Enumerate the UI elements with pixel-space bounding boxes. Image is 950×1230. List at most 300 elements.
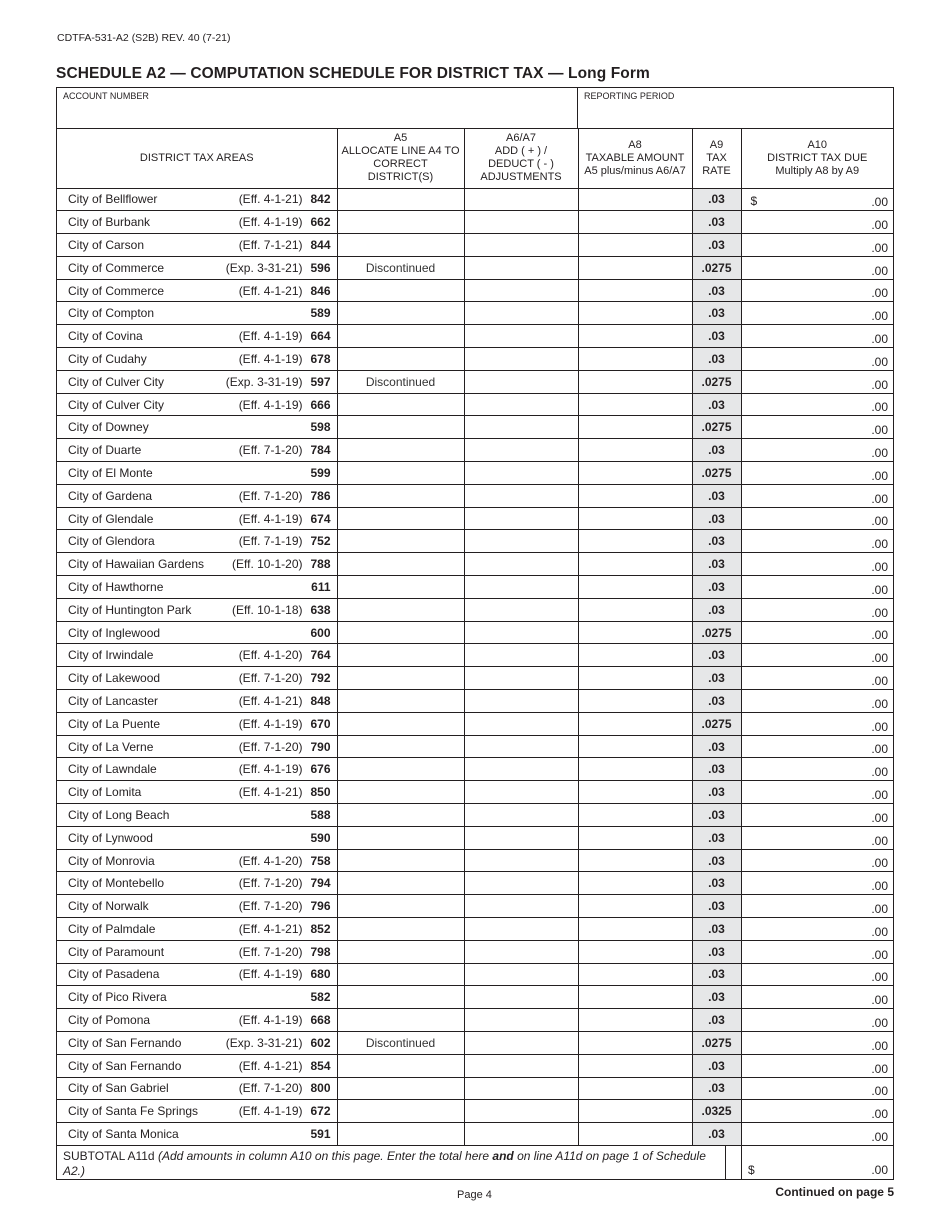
effective-date: (Eff. 7-1-20) [238,488,303,503]
district-name: City of Lakewood [68,671,161,686]
effective-date: (Eff. 7-1-20) [238,899,303,914]
a10-district-tax-due-input[interactable] [741,598,893,621]
district-code: 846 [310,283,331,298]
a6a7-adjustments-input[interactable] [464,826,578,849]
a5-allocate-input[interactable] [337,1009,464,1032]
page-title: SCHEDULE A2 — COMPUTATION SCHEDULE FOR DISTRICT TAX — Long Form [56,65,650,82]
table-row [57,667,893,690]
a8-taxable-amount-input[interactable] [578,576,692,599]
cents-suffix: .00 [871,1038,888,1053]
a8-taxable-amount-input[interactable] [578,1009,692,1032]
district-area-cell [57,211,337,234]
a6a7-adjustments-input[interactable] [464,1009,578,1032]
cents-suffix: .00 [871,309,888,324]
table-body [57,188,893,1145]
a9-tax-rate: .0275 [692,712,741,735]
a9-tax-rate: .03 [692,1054,741,1077]
district-area-cell [57,849,337,872]
a5-allocate-input[interactable] [337,940,464,963]
a5-allocate-input[interactable] [337,712,464,735]
a6a7-adjustments-input[interactable] [464,234,578,257]
a10-district-tax-due-input[interactable] [741,507,893,530]
cents-suffix: .00 [871,377,888,392]
district-name: City of Lancaster [68,693,159,708]
a6a7-adjustments-input[interactable] [464,462,578,485]
a10-district-tax-due-input[interactable] [741,279,893,302]
a10-district-tax-due-input[interactable] [741,416,893,439]
a5-allocate-input[interactable] [337,302,464,325]
a6a7-adjustments-input[interactable] [464,872,578,895]
a6a7-adjustments-input[interactable] [464,1031,578,1054]
a10-district-tax-due-input[interactable] [741,667,893,690]
a10-district-tax-due-input[interactable] [741,439,893,462]
a8-taxable-amount-input[interactable] [578,211,692,234]
a8-taxable-amount-input[interactable] [578,918,692,941]
a5-allocate-input[interactable] [337,735,464,758]
effective-date: (Eff. 4-1-19) [238,351,303,366]
a5-allocate-input[interactable] [337,804,464,827]
a5-allocate-input[interactable] [337,553,464,576]
district-code: 758 [310,853,331,868]
district-name: City of Huntington Park [68,602,192,617]
district-area-cell [57,667,337,690]
header-district-tax-areas: DISTRICT TAX AREAS [57,129,337,188]
a6a7-adjustments-input[interactable] [464,598,578,621]
district-area-cell [57,416,337,439]
cents-suffix: .00 [871,446,888,461]
a5-allocate-input[interactable] [337,507,464,530]
cents-suffix: .00 [871,468,888,483]
a6a7-adjustments-input[interactable] [464,895,578,918]
a9-tax-rate: .03 [692,986,741,1009]
effective-date: (Eff. 4-1-20) [238,853,303,868]
reporting-period-field[interactable] [578,88,893,128]
a8-taxable-amount-input[interactable] [578,188,692,211]
a5-allocate-input[interactable] [337,644,464,667]
effective-date: (Exp. 3-31-21) [225,260,303,275]
reporting-period-label: REPORTING PERIOD [584,91,675,101]
a6a7-adjustments-input[interactable] [464,553,578,576]
table-row [57,234,893,257]
a10-district-tax-due-input[interactable] [741,325,893,348]
table-row [57,279,893,302]
a10-district-tax-due-input[interactable] [741,804,893,827]
a8-taxable-amount-input[interactable] [578,279,692,302]
a5-allocate-input[interactable] [337,1031,464,1054]
a6a7-adjustments-input[interactable] [464,963,578,986]
a10-district-tax-due-input[interactable] [741,1009,893,1032]
district-area-cell [57,804,337,827]
cents-suffix: .00 [871,1129,888,1144]
a10-district-tax-due-input[interactable] [741,462,893,485]
a10-district-tax-due-input[interactable] [741,393,893,416]
a8-taxable-amount-input[interactable] [578,781,692,804]
a5-allocate-input[interactable] [337,325,464,348]
a5-allocate-input[interactable] [337,621,464,644]
a10-district-tax-due-input[interactable] [741,553,893,576]
a6a7-adjustments-input[interactable] [464,986,578,1009]
a10-district-tax-due-input[interactable] [741,712,893,735]
a10-district-tax-due-input[interactable] [741,644,893,667]
a10-district-tax-due-input[interactable] [741,1054,893,1077]
a8-taxable-amount-input[interactable] [578,530,692,553]
a5-allocate-input[interactable] [337,234,464,257]
a10-district-tax-due-input[interactable] [741,826,893,849]
district-name: City of Irwindale [68,648,154,663]
cents-suffix: .00 [871,195,888,210]
district-code: 848 [310,693,331,708]
a5-allocate-input[interactable] [337,348,464,371]
a6a7-adjustments-input[interactable] [464,188,578,211]
district-name: City of Pico Rivera [68,990,167,1005]
district-code: 800 [310,1081,331,1096]
effective-date: (Eff. 7-1-20) [238,876,303,891]
district-name: City of Long Beach [68,807,170,822]
a6a7-adjustments-input[interactable] [464,393,578,416]
a8-taxable-amount-input[interactable] [578,895,692,918]
district-area-cell [57,279,337,302]
a8-taxable-amount-input[interactable] [578,735,692,758]
a8-taxable-amount-input[interactable] [578,598,692,621]
a8-taxable-amount-input[interactable] [578,462,692,485]
a9-tax-rate: .03 [692,895,741,918]
a5-allocate-input[interactable] [337,918,464,941]
a10-district-tax-due-input[interactable] [741,735,893,758]
a8-taxable-amount-input[interactable] [578,507,692,530]
district-code: 792 [310,671,331,686]
table-row [57,895,893,918]
district-code: 798 [310,944,331,959]
district-area-cell [57,370,337,393]
a8-taxable-amount-input[interactable] [578,963,692,986]
district-name: City of Pasadena [68,967,160,982]
a9-tax-rate: .03 [692,507,741,530]
a10-district-tax-due-input[interactable] [741,1077,893,1100]
a9-tax-rate: .03 [692,576,741,599]
cents-suffix: .00 [871,788,888,803]
a5-allocate-input[interactable] [337,279,464,302]
a9-tax-rate: .03 [692,918,741,941]
a10-district-tax-due-input[interactable] [741,188,893,211]
a10-district-tax-due-input[interactable] [741,576,893,599]
a6a7-adjustments-input[interactable] [464,667,578,690]
a5-allocate-input[interactable] [337,576,464,599]
continued-note: Continued on page 5 [775,1185,894,1199]
a8-taxable-amount-input[interactable] [578,1054,692,1077]
account-number-field[interactable] [57,88,578,128]
cents-suffix: .00 [871,742,888,757]
a8-taxable-amount-input[interactable] [578,667,692,690]
a9-tax-rate: .0275 [692,416,741,439]
effective-date: (Exp. 3-31-21) [225,1035,303,1050]
a10-district-tax-due-input[interactable] [741,621,893,644]
table-row [57,576,893,599]
account-number-label: ACCOUNT NUMBER [63,91,149,101]
cents-suffix: .00 [871,970,888,985]
effective-date: (Eff. 4-1-20) [238,648,303,663]
a6a7-adjustments-input[interactable] [464,1123,578,1146]
a6a7-adjustments-input[interactable] [464,758,578,781]
a10-district-tax-due-input[interactable] [741,918,893,941]
a10-district-tax-due-input[interactable] [741,1031,893,1054]
subtotal-a11d-input[interactable] [742,1146,893,1179]
header-a9: A9 TAX RATE [692,129,741,188]
a8-taxable-amount-input[interactable] [578,1031,692,1054]
district-name: City of Burbank [68,215,151,230]
a5-allocate-input[interactable] [337,439,464,462]
district-name: City of La Puente [68,716,161,731]
a9-tax-rate: .03 [692,234,741,257]
a6a7-adjustments-input[interactable] [464,735,578,758]
a10-district-tax-due-input[interactable] [741,1100,893,1123]
a5-allocate-input[interactable] [337,370,464,393]
a9-tax-rate: .03 [692,1123,741,1146]
dollar-sign: $ [748,1162,755,1177]
a10-district-tax-due-input[interactable] [741,370,893,393]
a8-taxable-amount-input[interactable] [578,416,692,439]
cents-suffix: .00 [871,696,888,711]
district-code: 850 [310,785,331,800]
table-row [57,439,893,462]
a5-allocate-input[interactable] [337,895,464,918]
district-name: City of Duarte [68,443,142,458]
district-area-cell [57,1054,337,1077]
a6a7-adjustments-input[interactable] [464,256,578,279]
a8-taxable-amount-input[interactable] [578,712,692,735]
a10-district-tax-due-input[interactable] [741,895,893,918]
cents-suffix: .00 [871,902,888,916]
a5-status: Discontinued [365,260,436,275]
a8-taxable-amount-input[interactable] [578,348,692,371]
district-code: 600 [310,625,331,640]
a6a7-adjustments-input[interactable] [464,804,578,827]
table-row [57,690,893,713]
a6a7-adjustments-input[interactable] [464,918,578,941]
a6a7-adjustments-input[interactable] [464,370,578,393]
a8-taxable-amount-input[interactable] [578,256,692,279]
a9-tax-rate: .0275 [692,621,741,644]
cents-suffix: .00 [871,1061,888,1076]
a10-district-tax-due-input[interactable] [741,872,893,895]
a6a7-adjustments-input[interactable] [464,1054,578,1077]
a6a7-adjustments-input[interactable] [464,507,578,530]
district-area-cell [57,1077,337,1100]
a10-district-tax-due-input[interactable] [741,986,893,1009]
a5-allocate-input[interactable] [337,667,464,690]
effective-date: (Eff. 7-1-20) [238,1081,303,1096]
table-row [57,370,893,393]
a6a7-adjustments-input[interactable] [464,712,578,735]
a5-allocate-input[interactable] [337,530,464,553]
a6a7-adjustments-input[interactable] [464,940,578,963]
cents-suffix: .00 [871,765,888,780]
table-row [57,781,893,804]
table-row [57,918,893,941]
a10-district-tax-due-input[interactable] [741,484,893,507]
a5-allocate-input[interactable] [337,462,464,485]
a10-district-tax-due-input[interactable] [741,1123,893,1146]
district-name: City of Bellflower [68,192,158,207]
a8-taxable-amount-input[interactable] [578,553,692,576]
district-area-cell [57,918,337,941]
a10-district-tax-due-input[interactable] [741,256,893,279]
effective-date: (Eff. 4-1-19) [238,716,303,731]
district-name: City of Palmdale [68,921,156,936]
a5-allocate-input[interactable] [337,416,464,439]
a6a7-adjustments-input[interactable] [464,416,578,439]
a10-district-tax-due-input[interactable] [741,211,893,234]
table-row [57,598,893,621]
cents-suffix: .00 [871,1107,888,1122]
a5-status: Discontinued [365,1035,436,1050]
a8-taxable-amount-input[interactable] [578,302,692,325]
district-area-cell [57,1009,337,1032]
table-row [57,462,893,485]
cents-suffix: .00 [871,833,888,848]
district-area-cell [57,256,337,279]
district-name: City of Pomona [68,1013,151,1028]
district-name: City of Glendale [68,511,154,526]
a5-allocate-input[interactable] [337,484,464,507]
a5-allocate-input[interactable] [337,781,464,804]
effective-date: (Eff. 4-1-19) [238,329,303,344]
a5-allocate-input[interactable] [337,1077,464,1100]
district-name: City of Montebello [68,876,165,891]
a6a7-adjustments-input[interactable] [464,1077,578,1100]
district-area-cell [57,712,337,735]
a5-allocate-input[interactable] [337,1054,464,1077]
a8-taxable-amount-input[interactable] [578,872,692,895]
table-header-row [57,129,893,188]
district-name: City of Commerce [68,283,165,298]
table-row [57,963,893,986]
a10-district-tax-due-input[interactable] [741,530,893,553]
a6a7-adjustments-input[interactable] [464,484,578,507]
district-code: 662 [310,215,331,230]
district-name: City of Hawaiian Gardens [68,557,205,572]
a8-taxable-amount-input[interactable] [578,940,692,963]
a10-district-tax-due-input[interactable] [741,348,893,371]
a10-district-tax-due-input[interactable] [741,849,893,872]
a8-taxable-amount-input[interactable] [578,826,692,849]
a6a7-adjustments-input[interactable] [464,781,578,804]
a8-taxable-amount-input[interactable] [578,1077,692,1100]
a6a7-adjustments-input[interactable] [464,302,578,325]
a8-taxable-amount-input[interactable] [578,804,692,827]
a9-tax-rate: .03 [692,849,741,872]
a6a7-adjustments-input[interactable] [464,849,578,872]
a8-taxable-amount-input[interactable] [578,393,692,416]
district-area-cell [57,1100,337,1123]
a5-allocate-input[interactable] [337,211,464,234]
a8-taxable-amount-input[interactable] [578,986,692,1009]
a5-allocate-input[interactable] [337,1123,464,1146]
a5-allocate-input[interactable] [337,872,464,895]
a6a7-adjustments-input[interactable] [464,530,578,553]
a8-taxable-amount-input[interactable] [578,621,692,644]
cents-suffix: .00 [871,263,888,278]
a10-district-tax-due-input[interactable] [741,302,893,325]
a8-taxable-amount-input[interactable] [578,370,692,393]
district-code: 582 [310,990,331,1005]
a5-allocate-input[interactable] [337,188,464,211]
a10-district-tax-due-input[interactable] [741,781,893,804]
a8-taxable-amount-input[interactable] [578,1100,692,1123]
a8-taxable-amount-input[interactable] [578,690,692,713]
a10-district-tax-due-input[interactable] [741,940,893,963]
a9-tax-rate: .03 [692,667,741,690]
a5-allocate-input[interactable] [337,1100,464,1123]
a8-taxable-amount-input[interactable] [578,484,692,507]
a5-allocate-input[interactable] [337,986,464,1009]
district-code: 588 [310,807,331,822]
a8-taxable-amount-input[interactable] [578,849,692,872]
a8-taxable-amount-input[interactable] [578,439,692,462]
a9-tax-rate: .03 [692,644,741,667]
effective-date: (Eff. 10-1-18) [232,602,303,617]
cents-suffix: .00 [871,491,888,506]
a5-allocate-input[interactable] [337,393,464,416]
a10-district-tax-due-input[interactable] [741,963,893,986]
a6a7-adjustments-input[interactable] [464,621,578,644]
form-id: CDTFA-531-A2 (S2B) REV. 40 (7-21) [57,32,231,44]
a6a7-adjustments-input[interactable] [464,690,578,713]
a6a7-adjustments-input[interactable] [464,279,578,302]
table-row [57,712,893,735]
effective-date: (Eff. 4-1-19) [238,1104,303,1119]
a10-district-tax-due-input[interactable] [741,690,893,713]
a5-allocate-input[interactable] [337,963,464,986]
district-area-cell [57,895,337,918]
a5-allocate-input[interactable] [337,826,464,849]
a9-tax-rate: .03 [692,211,741,234]
table-row [57,553,893,576]
table-row [57,1077,893,1100]
district-name: City of Santa Fe Springs [68,1104,199,1119]
a6a7-adjustments-input[interactable] [464,576,578,599]
effective-date: (Eff. 4-1-19) [238,967,303,982]
table-row [57,758,893,781]
effective-date: (Eff. 4-1-19) [238,1013,303,1028]
a5-allocate-input[interactable] [337,849,464,872]
a5-allocate-input[interactable] [337,598,464,621]
a8-taxable-amount-input[interactable] [578,644,692,667]
a8-taxable-amount-input[interactable] [578,234,692,257]
a5-status: Discontinued [365,374,436,389]
a6a7-adjustments-input[interactable] [464,211,578,234]
a8-taxable-amount-input[interactable] [578,1123,692,1146]
a10-district-tax-due-input[interactable] [741,234,893,257]
a6a7-adjustments-input[interactable] [464,439,578,462]
effective-date: (Exp. 3-31-19) [225,374,303,389]
district-code: 668 [310,1013,331,1028]
a10-district-tax-due-input[interactable] [741,758,893,781]
a8-taxable-amount-input[interactable] [578,325,692,348]
effective-date: (Eff. 4-1-19) [238,215,303,230]
a6a7-adjustments-input[interactable] [464,348,578,371]
a5-allocate-input[interactable] [337,758,464,781]
a6a7-adjustments-input[interactable] [464,644,578,667]
a5-allocate-input[interactable] [337,256,464,279]
a6a7-adjustments-input[interactable] [464,325,578,348]
district-area-cell [57,690,337,713]
header-a10: A10 DISTRICT TAX DUE Multiply A8 by A9 [741,129,893,188]
a5-allocate-input[interactable] [337,690,464,713]
district-code: 597 [310,374,331,389]
cents-suffix: .00 [871,651,888,666]
a6a7-adjustments-input[interactable] [464,1100,578,1123]
a8-taxable-amount-input[interactable] [578,758,692,781]
